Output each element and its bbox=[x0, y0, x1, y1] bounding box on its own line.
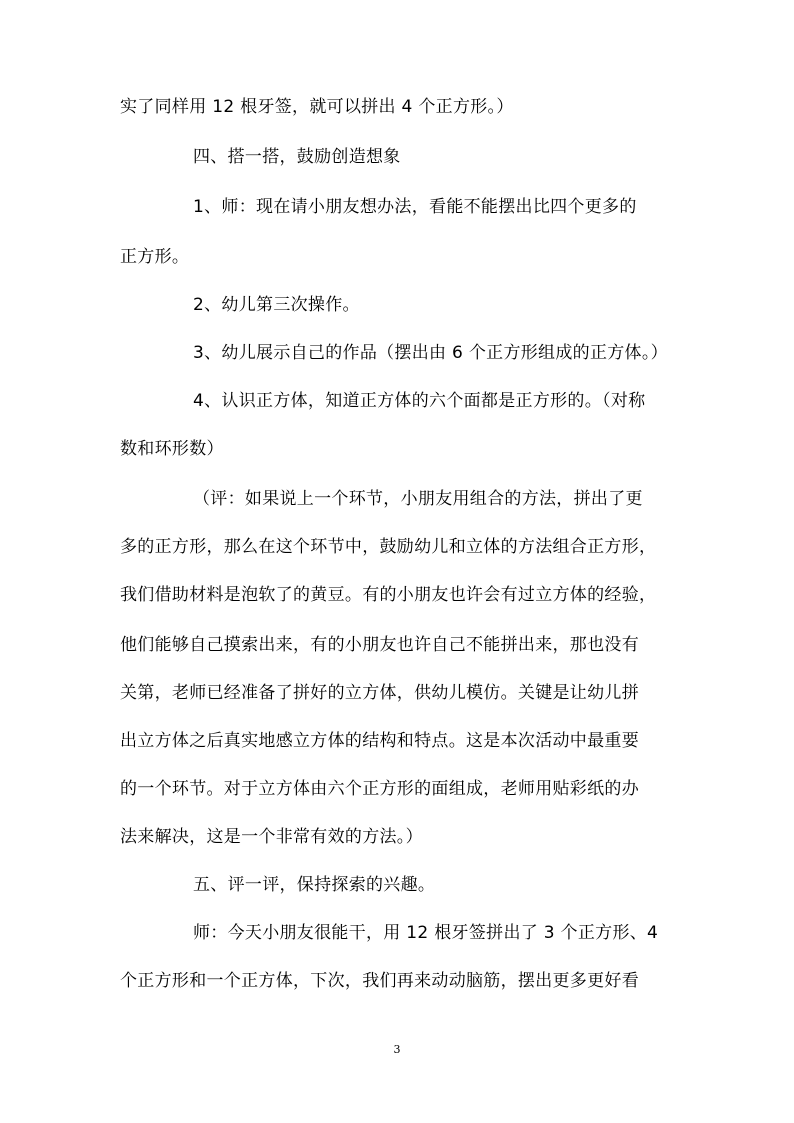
section-heading: 五、评一评，保持探索的兴趣。 bbox=[193, 875, 436, 895]
text-line: 1、师：现在请小朋友想办法，看能不能摆出比四个更多的 bbox=[193, 197, 637, 217]
text-line: 的一个环节。对于立方体由六个正方形的面组成，老师用贴彩纸的办 bbox=[120, 779, 639, 799]
text-line: 多的正方形，那么在这个环节中，鼓励幼儿和立体的方法组合正方形， bbox=[120, 537, 657, 557]
text-line: 个正方形和一个正方体，下次，我们再来动动脑筋，摆出更多更好看 bbox=[120, 971, 639, 991]
text-line: （评：如果说上一个环节，小朋友用组合的方法，拼出了更 bbox=[193, 489, 643, 509]
text-line: 3、幼儿展示自己的作品（摆出由 6 个正方形组成的正方体。） bbox=[193, 343, 668, 363]
text-line: 数和环形数） bbox=[120, 439, 224, 459]
text-line: 正方形。 bbox=[120, 247, 190, 267]
text-line: 2、幼儿第三次操作。 bbox=[193, 295, 360, 315]
text-line: 出立方体之后真实地感立方体的结构和特点。这是本次活动中最重要 bbox=[120, 731, 639, 751]
text-line: 实了同样用 12 根牙签，就可以拼出 4 个正方形。） bbox=[120, 97, 514, 117]
page-number: 3 bbox=[393, 1043, 401, 1056]
text-line: 4、认识正方体，知道正方体的六个面都是正方形的。（对称 bbox=[193, 391, 646, 411]
text-line: 关第，老师已经准备了拼好的立方体，供幼儿模仿。关键是让幼儿拼 bbox=[120, 683, 639, 703]
text-line: 我们借助材料是泡软了的黄豆。有的小朋友也许会有过立方体的经验， bbox=[120, 585, 657, 605]
text-line: 法来解决，这是一个非常有效的方法。） bbox=[120, 827, 423, 847]
text-line: 师：今天小朋友很能干，用 12 根牙签拼出了 3 个正方形、4 bbox=[193, 923, 659, 943]
section-heading: 四、搭一搭，鼓励创造想象 bbox=[193, 147, 401, 167]
text-line: 他们能够自己摸索出来，有的小朋友也许自己不能拼出来，那也没有 bbox=[120, 635, 639, 655]
